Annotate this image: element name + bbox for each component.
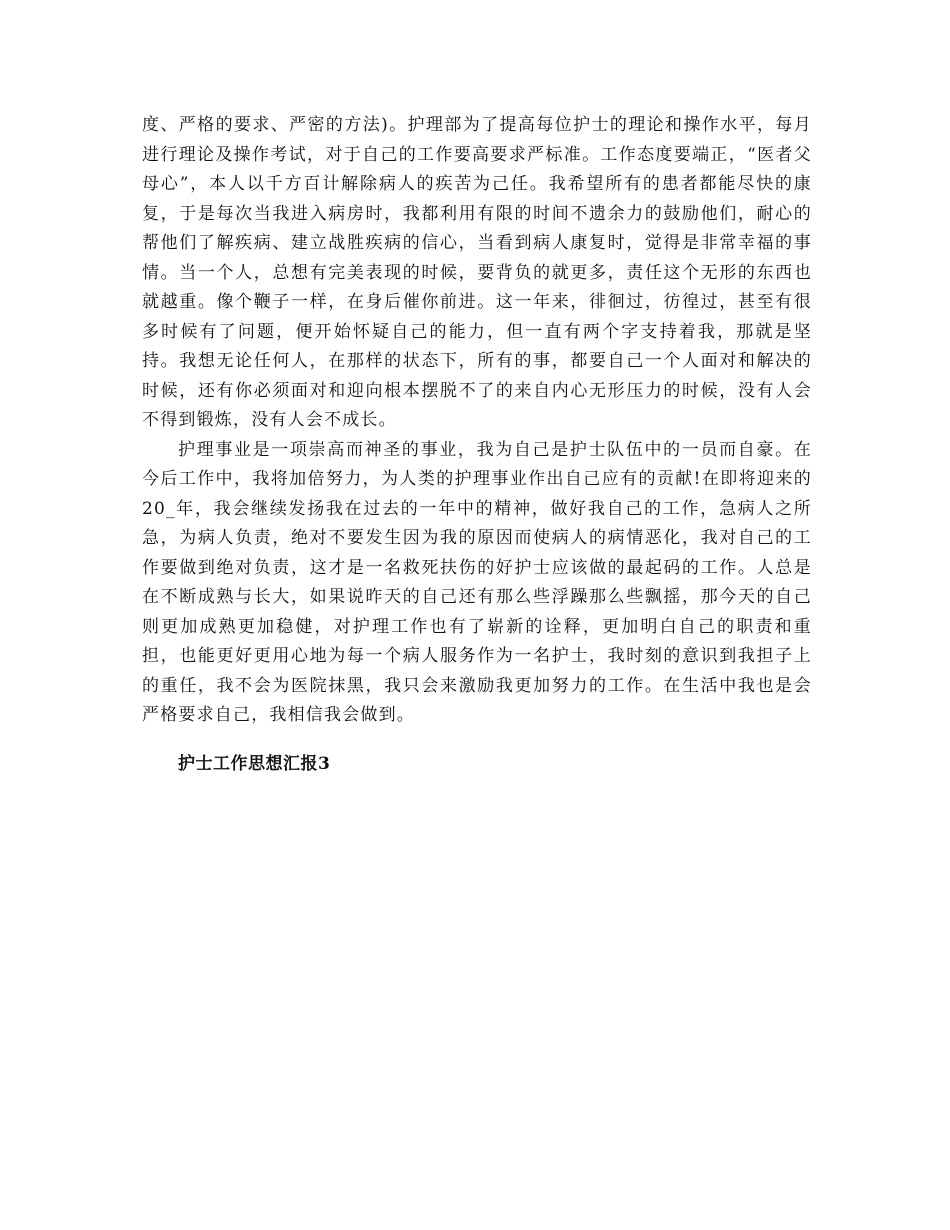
paragraph-commitment: 护理事业是一项崇高而神圣的事业，我为自己是护士队伍中的一员而自豪。在今后工作中，我将加倍努力，为人类的护理事业作出自己应有的贡献!在即将迎来的20_年，我会继续发扬我在过去的一年中的精神，做好我自己的工作，急病人之所急，为病人负责，绝对不要发生因为我的原因而使病人的病情恶化，我对自己的工作要做到绝对负责，这才是一名救死扶伤的好护士应该做的最起码的工作。人总是在不断成熟与长大，如果说昨天的自己还有那么些浮躁那么些飘摇，那今天的自己则更加成熟更加稳健，对护理工作也有了崭新的诠释，更加明白自己的职责和重担，也能更好更用心地为每一个病人服务作为一名护士，我时刻的意识到我担子上的重任，我不会为医院抹黑，我只会来激励我更加努力的工作。在生活中我也是会严格要求自己，我相信我会做到。 xyxy=(142,439,812,725)
document-page xyxy=(142,111,812,779)
section-heading: 护士工作思想汇报3 xyxy=(178,753,331,774)
paragraph-continued: 度、严格的要求、严密的方法)。护理部为了提高每位护士的理论和操作水平，每月进行理论及操作考试，对于自己的工作要高要求严标准。工作态度要端正，“医者父母心”，本人以千方百计解除病人的疾苦为己任。我希望所有的患者都能尽快的康复，于是每次当我进入病房时，我都利用有限的时间不遗余力的鼓励他们，耐心的帮他们了解疾病、建立战胜疾病的信心，当看到病人康复时，觉得是非常幸福的事情。当一个人，总想有完美表现的时候，要背负的就更多，责任这个无形的东西也就越重。像个鞭子一样，在身后催你前进。这一年来，徘徊过，彷徨过，甚至有很多时候有了问题，便开始怀疑自己的能力，但一直有两个字支持着我，那就是坚持。我想无论任何人，在那样的状态下，所有的事，都要自己一个人面对和解决的时候，还有你必须面对和迎向根本摆脱不了的来自内心无形压力的时候，没有人会不得到锻炼，没有人会不成长。 xyxy=(142,115,812,430)
